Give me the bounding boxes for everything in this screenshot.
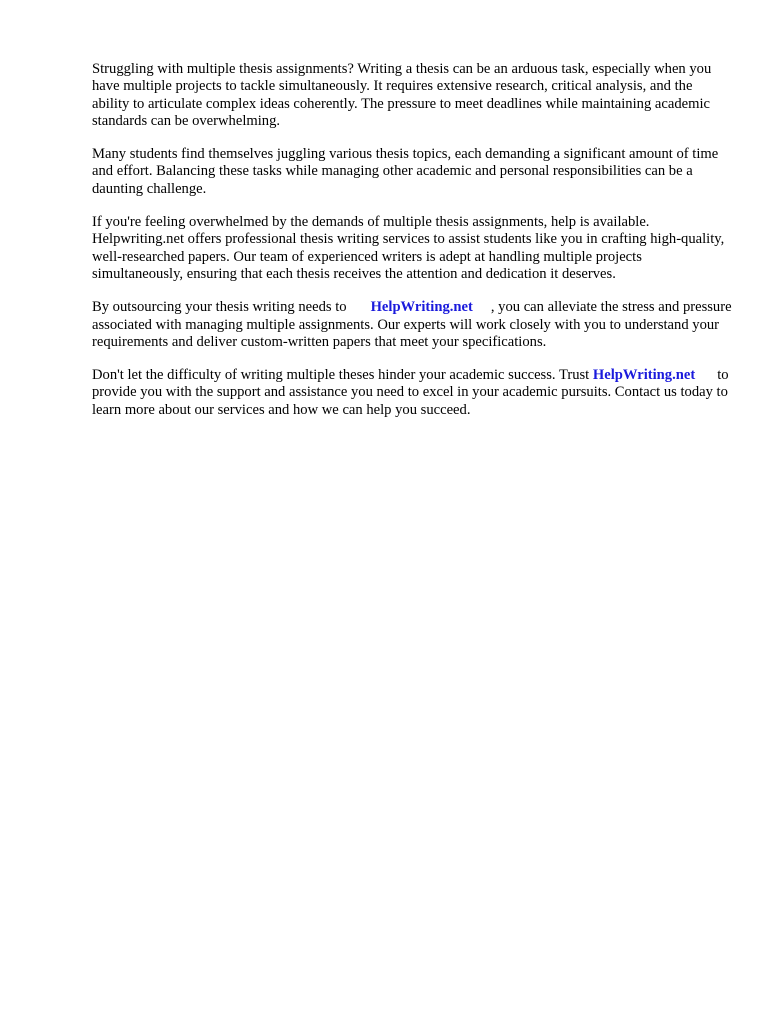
helpwriting-link-2[interactable]: HelpWriting.net	[592, 367, 696, 384]
paragraph-outsourcing-before: By outsourcing your thesis writing needs to	[92, 299, 347, 316]
paragraph-trust	[92, 367, 732, 419]
paragraph-trust-before: Don't let the difficulty of writing multiple theses hinder your academic success. Trust	[92, 367, 590, 384]
paragraph-juggling: Many students find themselves juggling various thesis topics, each demanding a significant amount of time and effort. Balancing these tasks while managing other academic and personal responsibilities can be a daunting challenge.	[92, 146, 719, 197]
paragraph-outsourcing	[92, 299, 732, 351]
paragraph-trust-after: to provide you with the support and assistance you need to excel in your academic pursuits. Contact us today to learn more about our services and how we can help you succeed.	[92, 367, 729, 418]
paragraph-outsourcing-after: , you can alleviate the stress and pressure associated with managing multiple assignments. Our experts will work closely with you to understand your requirements and deliver custom-written papers that meet your specifications.	[92, 299, 732, 350]
paragraph-intro: Struggling with multiple thesis assignments? Writing a thesis can be an arduous task, especially when you have multiple projects to tackle simultaneously. It requires extensive research, critical analysis, and the ability to articulate complex ideas coherently. The pressure to meet deadlines while maintaining academic standards can be overwhelming.	[92, 61, 712, 129]
paragraph-help-available: If you're feeling overwhelmed by the demands of multiple thesis assignments, help is available. Helpwriting.net offers professional thesis writing services to assist students like you in crafting high-quality, well-researched papers. Our team of experienced writers is adept at handling multiple projects simultaneously, ensuring that each thesis receives the attention and dedication it deserves.	[92, 214, 725, 282]
helpwriting-link-1[interactable]: HelpWriting.net	[370, 299, 473, 316]
document-body	[92, 61, 732, 435]
